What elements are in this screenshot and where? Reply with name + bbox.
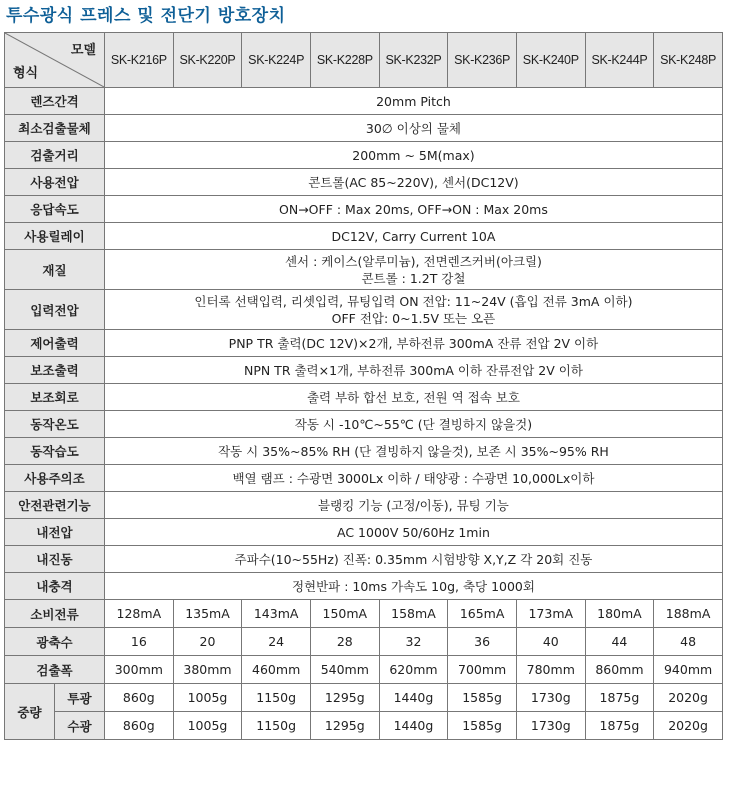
per-model-label: 소비전류 bbox=[5, 600, 105, 628]
spec-value-line: 블랭킹 기능 (고정/이동), 뮤팅 기능 bbox=[318, 498, 509, 513]
spec-value-line: DC12V, Carry Current 10A bbox=[331, 228, 496, 244]
spec-value bbox=[105, 411, 723, 438]
spec-value bbox=[105, 519, 723, 546]
spec-row bbox=[5, 250, 723, 290]
per-model-label: 광축수 bbox=[5, 628, 105, 656]
spec-value-line: 출력 부하 합선 보호, 전원 역 접속 보호 bbox=[306, 390, 520, 405]
spec-value bbox=[105, 142, 723, 169]
per-model-value: 460mm bbox=[242, 656, 311, 684]
per-model-row bbox=[5, 628, 723, 656]
spec-value bbox=[105, 250, 723, 290]
spec-row bbox=[5, 573, 723, 600]
spec-row bbox=[5, 492, 723, 519]
spec-label: 검출거리 bbox=[5, 142, 105, 169]
spec-row bbox=[5, 223, 723, 250]
spec-row bbox=[5, 519, 723, 546]
weight-sub-label: 수광 bbox=[55, 712, 105, 740]
model-header-1: SK-K216P bbox=[105, 33, 174, 88]
header-row bbox=[5, 33, 723, 88]
spec-row bbox=[5, 115, 723, 142]
weight-value: 1440g bbox=[379, 684, 448, 712]
per-model-value: 20 bbox=[173, 628, 242, 656]
spec-value-line: 콘트롤 : 1.2T 강철 bbox=[361, 270, 466, 286]
weight-value: 1875g bbox=[585, 712, 654, 740]
spec-value bbox=[105, 465, 723, 492]
spec-value-line: 작동 시 35%~85% RH (단 결빙하지 않을것), 보존 시 35%~95% RH bbox=[218, 444, 609, 459]
spec-row bbox=[5, 411, 723, 438]
spec-value bbox=[105, 88, 723, 115]
spec-label: 렌즈간격 bbox=[5, 88, 105, 115]
per-model-value: 780mm bbox=[516, 656, 585, 684]
page-title: 투수광식 프레스 및 전단기 방호장치 bbox=[6, 6, 286, 26]
per-model-value: 860mm bbox=[585, 656, 654, 684]
spec-row bbox=[5, 384, 723, 411]
model-header-8: SK-K244P bbox=[585, 33, 654, 88]
weight-value: 1585g bbox=[448, 712, 517, 740]
weight-sub-label: 투광 bbox=[55, 684, 105, 712]
per-model-value: 940mm bbox=[654, 656, 723, 684]
weight-value: 1440g bbox=[379, 712, 448, 740]
spec-label: 재질 bbox=[5, 250, 105, 290]
spec-value-line: 인터록 선택입력, 리셋입력, 뮤팅입력 ON 전압: 11~24V (흡입 전류 3mA 이하) bbox=[194, 293, 633, 309]
weight-value: 860g bbox=[105, 712, 174, 740]
per-model-value: 143mA bbox=[242, 600, 311, 628]
spec-value bbox=[105, 196, 723, 223]
spec-label: 사용전압 bbox=[5, 169, 105, 196]
spec-row bbox=[5, 546, 723, 573]
per-model-value: 300mm bbox=[105, 656, 174, 684]
spec-row bbox=[5, 196, 723, 223]
spec-value bbox=[105, 573, 723, 600]
per-model-value: 48 bbox=[654, 628, 723, 656]
per-model-value: 128mA bbox=[105, 600, 174, 628]
spec-value-line: 작동 시 -10℃~55℃ (단 결빙하지 않을것) bbox=[294, 417, 533, 432]
spec-value bbox=[105, 357, 723, 384]
spec-label: 사용릴레이 bbox=[5, 223, 105, 250]
spec-value-line: 백열 램프 : 수광면 3000Lx 이하 / 태양광 : 수광면 10,000Lx이하 bbox=[232, 471, 595, 486]
spec-row bbox=[5, 330, 723, 357]
spec-label: 내진동 bbox=[5, 546, 105, 573]
per-model-value: 188mA bbox=[654, 600, 723, 628]
per-model-value: 40 bbox=[516, 628, 585, 656]
spec-value bbox=[105, 546, 723, 573]
weight-value: 1150g bbox=[242, 712, 311, 740]
weight-value: 1295g bbox=[310, 712, 379, 740]
spec-value bbox=[105, 290, 723, 330]
spec-label: 동작습도 bbox=[5, 438, 105, 465]
spec-value-line: 200mm ~ 5M(max) bbox=[352, 147, 475, 163]
spec-value-line: NPN TR 출력×1개, 부하전류 300mA 이하 잔류전압 2V 이하 bbox=[243, 363, 583, 378]
per-model-value: 36 bbox=[448, 628, 517, 656]
spec-row bbox=[5, 88, 723, 115]
spec-label: 응답속도 bbox=[5, 196, 105, 223]
model-header-5: SK-K232P bbox=[379, 33, 448, 88]
per-model-value: 540mm bbox=[310, 656, 379, 684]
per-model-value: 165mA bbox=[448, 600, 517, 628]
weight-value: 1295g bbox=[310, 684, 379, 712]
per-model-label: 검출폭 bbox=[5, 656, 105, 684]
model-header-4: SK-K228P bbox=[310, 33, 379, 88]
spec-label: 입력전압 bbox=[5, 290, 105, 330]
per-model-value: 32 bbox=[379, 628, 448, 656]
spec-value-line: ON→OFF : Max 20ms, OFF→ON : Max 20ms bbox=[279, 201, 548, 217]
spec-row bbox=[5, 290, 723, 330]
model-header-9: SK-K248P bbox=[654, 33, 723, 88]
spec-value-line: 20mm Pitch bbox=[376, 93, 451, 109]
spec-value bbox=[105, 492, 723, 519]
spec-label: 최소검출물체 bbox=[5, 115, 105, 142]
per-model-value: 380mm bbox=[173, 656, 242, 684]
spec-row bbox=[5, 465, 723, 492]
model-header-6: SK-K236P bbox=[448, 33, 517, 88]
spec-value-line: OFF 전압: 0~1.5V 또는 오픈 bbox=[331, 310, 496, 326]
spec-row bbox=[5, 169, 723, 196]
per-model-value: 16 bbox=[105, 628, 174, 656]
per-model-value: 700mm bbox=[448, 656, 517, 684]
spec-row bbox=[5, 142, 723, 169]
spec-row bbox=[5, 357, 723, 384]
per-model-row bbox=[5, 656, 723, 684]
model-header-2: SK-K220P bbox=[173, 33, 242, 88]
weight-row bbox=[5, 684, 723, 712]
per-model-value: 620mm bbox=[379, 656, 448, 684]
model-header-3: SK-K224P bbox=[242, 33, 311, 88]
weight-value: 1150g bbox=[242, 684, 311, 712]
per-model-value: 158mA bbox=[379, 600, 448, 628]
spec-label: 동작온도 bbox=[5, 411, 105, 438]
header-corner-cell bbox=[5, 33, 105, 88]
per-model-value: 135mA bbox=[173, 600, 242, 628]
spec-label: 보조회로 bbox=[5, 384, 105, 411]
spec-value bbox=[105, 115, 723, 142]
spec-value bbox=[105, 384, 723, 411]
per-model-value: 44 bbox=[585, 628, 654, 656]
corner-type-label: 형식 bbox=[13, 66, 39, 81]
spec-value bbox=[105, 438, 723, 465]
corner-model-label: 모델 bbox=[70, 43, 96, 58]
spec-label: 제어출력 bbox=[5, 330, 105, 357]
spec-value bbox=[105, 169, 723, 196]
spec-table bbox=[4, 32, 723, 740]
spec-value-line: 30∅ 이상의 물체 bbox=[365, 121, 462, 136]
per-model-value: 180mA bbox=[585, 600, 654, 628]
model-header-7: SK-K240P bbox=[516, 33, 585, 88]
spec-value-line: AC 1000V 50/60Hz 1min bbox=[337, 524, 490, 540]
weight-value: 860g bbox=[105, 684, 174, 712]
weight-value: 2020g bbox=[654, 712, 723, 740]
spec-value bbox=[105, 330, 723, 357]
weight-value: 1875g bbox=[585, 684, 654, 712]
weight-value: 1585g bbox=[448, 684, 517, 712]
weight-value: 1005g bbox=[173, 712, 242, 740]
spec-label: 사용주의조 bbox=[5, 465, 105, 492]
weight-value: 1005g bbox=[173, 684, 242, 712]
spec-value-line: 주파수(10~55Hz) 진폭: 0.35mm 시험방향 X,Y,Z 각 20회 진동 bbox=[234, 552, 593, 567]
spec-label: 안전관련기능 bbox=[5, 492, 105, 519]
per-model-row bbox=[5, 600, 723, 628]
spec-value-line: 센서 : 케이스(알루미늄), 전면렌즈커버(아크릴) bbox=[284, 253, 542, 269]
spec-label: 내충격 bbox=[5, 573, 105, 600]
spec-label: 내전압 bbox=[5, 519, 105, 546]
spec-value-line: 정현반파 : 10ms 가속도 10g, 축당 1000회 bbox=[291, 579, 535, 594]
spec-value-line: PNP TR 출력(DC 12V)×2개, 부하전류 300mA 잔류 전압 2V 이하 bbox=[228, 336, 599, 351]
spec-value bbox=[105, 223, 723, 250]
spec-label: 보조출력 bbox=[5, 357, 105, 384]
spec-row bbox=[5, 438, 723, 465]
weight-row bbox=[5, 712, 723, 740]
weight-label: 중량 bbox=[5, 684, 55, 740]
weight-value: 1730g bbox=[516, 684, 585, 712]
weight-value: 1730g bbox=[516, 712, 585, 740]
per-model-value: 24 bbox=[242, 628, 311, 656]
per-model-value: 28 bbox=[310, 628, 379, 656]
per-model-value: 173mA bbox=[516, 600, 585, 628]
per-model-value: 150mA bbox=[310, 600, 379, 628]
spec-value-line: 콘트롤(AC 85~220V), 센서(DC12V) bbox=[308, 175, 519, 190]
weight-value: 2020g bbox=[654, 684, 723, 712]
